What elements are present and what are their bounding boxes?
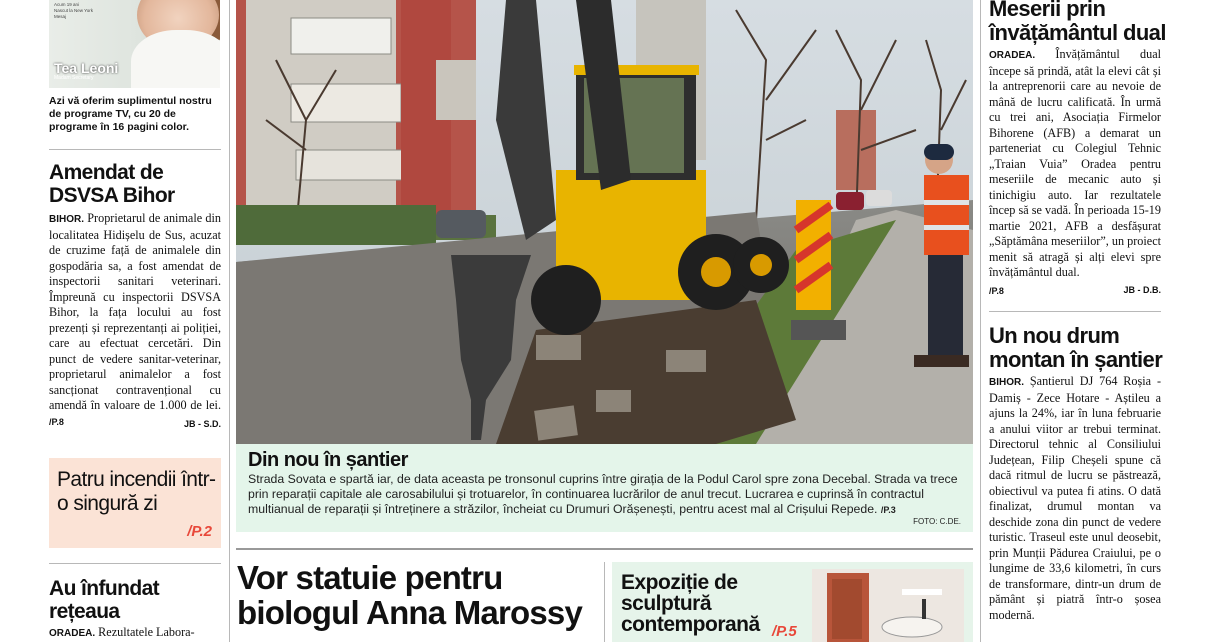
column-divider [980, 0, 981, 642]
article-body-amendat [49, 211, 221, 432]
article-text: Șantierul DJ 764 Roșia - Damiș - Zece Hotare - Aștileu a ajuns la 24%, iar în luna februarie a anului viitor ar trebui terminat. Directorul tehnic al Consiliului Județean, Filip Cheșeli spune că dacă ritmul de lucru se păstrează, obiectivul va putea fi atins. O dată finalizat, drumul montan va deschide zona din punct de vedere turistic. Traseul este unul deosebit, prin Munții Pădurea Craiului, pe o lungime de 33,6 kilometri, în curs de transformare, dintr-un drum de pământ și piatră într-o șosea modernă. [989, 374, 1161, 622]
teaser-box-expozitie[interactable] [612, 562, 973, 642]
sculpture-illustration [812, 569, 964, 642]
column-divider [229, 0, 230, 642]
article-text: Proprietarul de animale din localitatea Hidișelu de Sus, acuzat de cruzime față de animalele din gospodăria sa, a fost amendat de inspectorii sanitari veterinari. Împreună cu inspectorii DSVSA Bihor, la fața locului au fost prezenți și reprezentanți ai poliției, care au efectuat cercetări. Din punct de vedere sanitar-veterinar, proprietarul animalelor a fost sancționat contravențional cu amendă în valoare de 1.000 de lei. [49, 211, 221, 412]
photo-caption-box [236, 444, 973, 532]
section-divider [236, 548, 973, 550]
author: JB - D.B. [1123, 284, 1161, 295]
article-text: Rezultatele Labora- [98, 625, 195, 639]
dateline: ORADEA. [49, 628, 96, 639]
article-text: Învățământul dual începe să prindă, atât la elevi cât și la antreprenorii care au nevoie de mână de lucru calificată. În urmă cu trei ani, Asociația Firmelor Bihorene (AFB) a demarat un parteneriat cu Colegiul Tehnic „Traian Vuia” Oradea pentru meseriile de mecanic auto și tinichigiu auto. Iar rezultatele încep să se vadă. În perioada 15-19 martie 2021, AFB a desfășurat „Săptămâna meseriilor”, un proiect menit să atragă și alți elevi spre învățământul dual. [989, 47, 1161, 279]
tv-supplement-photo[interactable] [49, 0, 220, 88]
divider [49, 563, 221, 564]
main-photo-roadworks[interactable] [236, 0, 973, 444]
promo-subtitle: Madam Secretary [54, 75, 94, 81]
article-body-meserii [989, 47, 1161, 299]
dateline: BIHOR. [49, 214, 84, 225]
article-title-amendat[interactable]: Amendat de DSVSA Bihor [49, 161, 175, 207]
page-ref[interactable]: /P.3 [880, 505, 896, 515]
article-title-statuie[interactable]: Vor statuie pentru biologul Anna Marossy [237, 559, 583, 631]
page-ref[interactable]: /P.8 [49, 416, 64, 427]
promo-small-text: Acum 19 ani [54, 2, 80, 7]
expo-title: Expoziție de sculptură contemporană [621, 571, 760, 636]
expo-page-ref[interactable]: /P.5 [772, 623, 797, 640]
tv-supplement-caption: Azi vă oferim suplimentul nostru de programe TV, cu 20 de programe în 16 pagini color. [49, 95, 212, 133]
column-divider [604, 562, 605, 642]
divider [49, 149, 221, 150]
teaser-box-incendii[interactable] [49, 458, 221, 548]
teaser-page-ref[interactable]: /P.2 [187, 523, 212, 540]
article-title-meserii[interactable]: Meserii prin învățământul dual [989, 0, 1166, 45]
dateline: ORADEA. [989, 50, 1036, 61]
article-title-retea[interactable]: Au înfundat rețeaua [49, 577, 160, 623]
article-title-drum-montan[interactable]: Un nou drum montan în șantier [989, 323, 1163, 372]
photo-credit: FOTO: C.DE. [913, 517, 961, 526]
divider [989, 311, 1161, 312]
caption-text: Strada Sovata e spartă iar, de data aceasta pe tronsonul cuprins între girația de la Podul Carol spre zona Decebal. Strada va trece prin reparații capitale ale carosabilului și trotuarelor, în continuarea lucrărilor de anul trecut. Lucrarea e cuprinsă în contractul multianual de reparații și întreținere a străzilor, încheiat cu Drumuri Orășenești, pentru acest mal al Crișului Repede. [248, 472, 958, 516]
article-body-retea [49, 625, 221, 642]
photo-caption-body [248, 472, 963, 518]
article-body-drum-montan [989, 374, 1161, 623]
roadworks-illustration [236, 0, 973, 444]
promo-name: Tea Leoni [54, 60, 119, 76]
article-footer [989, 283, 1161, 300]
promo-small-text: Nascut la New York [54, 8, 94, 13]
teaser-title: Patru incendii într-o singură zi [57, 468, 216, 515]
photo-caption-title[interactable]: Din nou în șantier [248, 449, 408, 471]
promo-small-text: Mesaj [54, 14, 67, 19]
page-ref[interactable]: /P.8 [989, 285, 1004, 296]
photo-shirt [131, 30, 220, 88]
dateline: BIHOR. [989, 377, 1024, 388]
author: JB - S.D. [183, 418, 221, 429]
sculpture-photo [812, 569, 964, 642]
